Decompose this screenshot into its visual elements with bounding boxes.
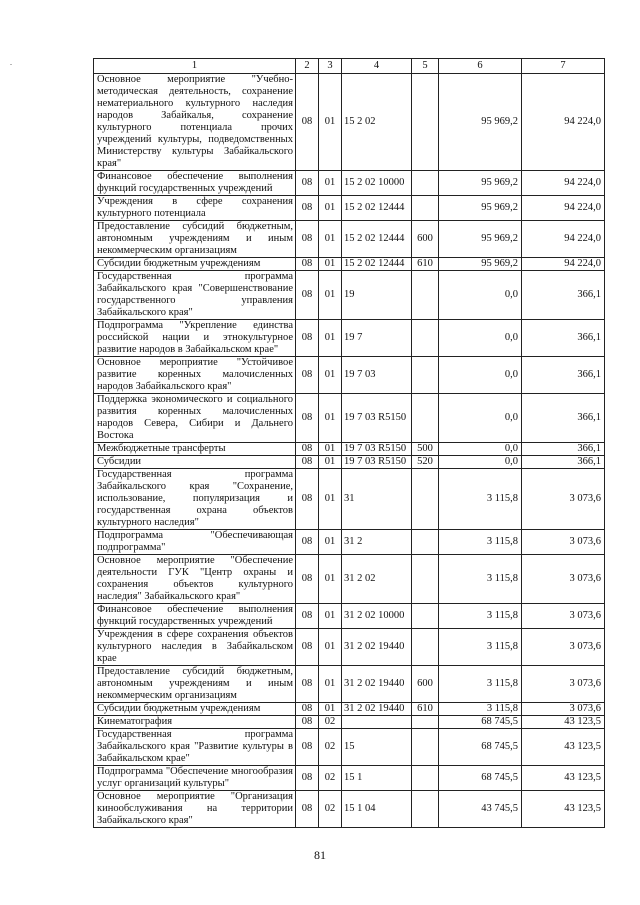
- section-code-cell: 08: [296, 469, 319, 530]
- header-cell: 6: [439, 59, 522, 74]
- amount-cell-6: 0,0: [439, 271, 522, 320]
- expense-type-cell: [412, 791, 439, 828]
- table-row: [94, 74, 605, 171]
- row-name-cell: Субсидии бюджетным учреждениям: [94, 258, 296, 271]
- target-article-cell: 31 2 02 10000: [342, 604, 412, 629]
- target-article-cell: 19: [342, 271, 412, 320]
- section-code-cell: 08: [296, 666, 319, 703]
- row-name-cell: Учреждения в сфере сохранения культурного потенциала: [94, 196, 296, 221]
- target-article-cell: 31 2: [342, 530, 412, 555]
- amount-cell-6: 3 115,8: [439, 469, 522, 530]
- amount-cell-6: 68 745,5: [439, 716, 522, 729]
- table-row: [94, 629, 605, 666]
- table-header-row: [94, 59, 605, 74]
- expense-type-cell: [412, 357, 439, 394]
- expense-type-cell: [412, 469, 439, 530]
- expense-type-cell: [412, 271, 439, 320]
- row-name-cell: Межбюджетные трансферты: [94, 443, 296, 456]
- amount-cell-6: 0,0: [439, 456, 522, 469]
- table-row: [94, 766, 605, 791]
- row-name-cell: Субсидии: [94, 456, 296, 469]
- subsection-code-cell: 01: [319, 666, 342, 703]
- amount-cell-6: 3 115,8: [439, 604, 522, 629]
- amount-cell-6: 3 115,8: [439, 555, 522, 604]
- table-row: [94, 791, 605, 828]
- table-row: [94, 357, 605, 394]
- row-name-cell: Основное мероприятие "Учебно-методическая деятельность, сохранение нематериального культурного наследия народов Забайкалья, сохранение культурного потенциала прочих учреждений культуры, подведомственных Министерству культуры Забайкальского края": [94, 74, 296, 171]
- amount-cell-6: 95 969,2: [439, 221, 522, 258]
- target-article-cell: 31 2 02 19440: [342, 629, 412, 666]
- header-cell: 2: [296, 59, 319, 74]
- amount-cell-6: 0,0: [439, 443, 522, 456]
- subsection-code-cell: 01: [319, 443, 342, 456]
- table-row: [94, 703, 605, 716]
- row-name-cell: Финансовое обеспечение выполнения функций государственных учреждений: [94, 604, 296, 629]
- amount-cell-6: 68 745,5: [439, 729, 522, 766]
- header-cell: 1: [94, 59, 296, 74]
- expense-type-cell: [412, 530, 439, 555]
- header-cell: 7: [522, 59, 605, 74]
- section-code-cell: 08: [296, 629, 319, 666]
- expense-type-cell: [412, 74, 439, 171]
- subsection-code-cell: 01: [319, 320, 342, 357]
- table-row: [94, 666, 605, 703]
- table-row: [94, 530, 605, 555]
- amount-cell-7: 3 073,6: [522, 555, 605, 604]
- section-code-cell: 08: [296, 221, 319, 258]
- section-code-cell: 08: [296, 171, 319, 196]
- row-name-cell: Основное мероприятие "Устойчивое развитие коренных малочисленных народов Забайкальского края": [94, 357, 296, 394]
- amount-cell-7: 94 224,0: [522, 171, 605, 196]
- table-row: [94, 716, 605, 729]
- amount-cell-6: 0,0: [439, 320, 522, 357]
- section-code-cell: 08: [296, 530, 319, 555]
- amount-cell-7: 366,1: [522, 394, 605, 443]
- subsection-code-cell: 02: [319, 766, 342, 791]
- target-article-cell: 15 2 02 12444: [342, 196, 412, 221]
- subsection-code-cell: 01: [319, 221, 342, 258]
- section-code-cell: 08: [296, 604, 319, 629]
- section-code-cell: 08: [296, 394, 319, 443]
- row-name-cell: Основное мероприятие "Обеспечение деятельности ГУК "Центр охраны и сохранения объектов культурного наследия" Забайкальского края": [94, 555, 296, 604]
- amount-cell-7: 94 224,0: [522, 258, 605, 271]
- table-row: [94, 171, 605, 196]
- expense-type-cell: [412, 629, 439, 666]
- amount-cell-6: 95 969,2: [439, 258, 522, 271]
- expense-type-cell: [412, 171, 439, 196]
- row-name-cell: Государственная программа Забайкальского края "Совершенствование государственного управления Забайкальского края": [94, 271, 296, 320]
- row-name-cell: Финансовое обеспечение выполнения функций государственных учреждений: [94, 171, 296, 196]
- subsection-code-cell: 01: [319, 258, 342, 271]
- expense-type-cell: [412, 196, 439, 221]
- section-code-cell: 08: [296, 456, 319, 469]
- subsection-code-cell: 01: [319, 604, 342, 629]
- amount-cell-7: 43 123,5: [522, 716, 605, 729]
- section-code-cell: 08: [296, 258, 319, 271]
- amount-cell-7: 43 123,5: [522, 729, 605, 766]
- scan-mark: .: [10, 58, 12, 67]
- expense-type-cell: [412, 766, 439, 791]
- subsection-code-cell: 01: [319, 469, 342, 530]
- section-code-cell: 08: [296, 320, 319, 357]
- table-row: [94, 443, 605, 456]
- section-code-cell: 08: [296, 357, 319, 394]
- target-article-cell: [342, 716, 412, 729]
- amount-cell-7: 3 073,6: [522, 703, 605, 716]
- section-code-cell: 08: [296, 271, 319, 320]
- row-name-cell: Предоставление субсидий бюджетным, автономным учреждениям и иным некоммерческим организациям: [94, 666, 296, 703]
- row-name-cell: Государственная программа Забайкальского края "Развитие культуры в Забайкальском крае": [94, 729, 296, 766]
- target-article-cell: 19 7 03 R5150: [342, 456, 412, 469]
- table-row: [94, 320, 605, 357]
- expense-type-cell: [412, 394, 439, 443]
- amount-cell-6: 95 969,2: [439, 196, 522, 221]
- amount-cell-7: 3 073,6: [522, 666, 605, 703]
- expense-type-cell: [412, 729, 439, 766]
- table-row: [94, 221, 605, 258]
- budget-table: [93, 58, 605, 828]
- target-article-cell: 31: [342, 469, 412, 530]
- target-article-cell: 15 1 04: [342, 791, 412, 828]
- subsection-code-cell: 02: [319, 729, 342, 766]
- amount-cell-7: 366,1: [522, 456, 605, 469]
- amount-cell-7: 43 123,5: [522, 766, 605, 791]
- expense-type-cell: 520: [412, 456, 439, 469]
- target-article-cell: 15 1: [342, 766, 412, 791]
- subsection-code-cell: 01: [319, 530, 342, 555]
- target-article-cell: 31 2 02: [342, 555, 412, 604]
- table-row: [94, 271, 605, 320]
- subsection-code-cell: 01: [319, 357, 342, 394]
- amount-cell-6: 43 745,5: [439, 791, 522, 828]
- page-number: 81: [314, 848, 326, 862]
- amount-cell-6: 0,0: [439, 357, 522, 394]
- section-code-cell: 08: [296, 74, 319, 171]
- target-article-cell: 15 2 02: [342, 74, 412, 171]
- expense-type-cell: 600: [412, 221, 439, 258]
- target-article-cell: 15: [342, 729, 412, 766]
- amount-cell-7: 366,1: [522, 357, 605, 394]
- subsection-code-cell: 01: [319, 271, 342, 320]
- row-name-cell: Поддержка экономического и социального развития коренных малочисленных народов Севера, Сибири и Дальнего Востока: [94, 394, 296, 443]
- amount-cell-7: 366,1: [522, 271, 605, 320]
- expense-type-cell: 610: [412, 703, 439, 716]
- row-name-cell: Кинематография: [94, 716, 296, 729]
- subsection-code-cell: 02: [319, 716, 342, 729]
- expense-type-cell: 600: [412, 666, 439, 703]
- row-name-cell: Подпрограмма "Укрепление единства российской нации и этнокультурное развитие народов в Забайкальском крае": [94, 320, 296, 357]
- expense-type-cell: [412, 320, 439, 357]
- target-article-cell: 31 2 02 19440: [342, 703, 412, 716]
- target-article-cell: 19 7: [342, 320, 412, 357]
- expense-type-cell: 500: [412, 443, 439, 456]
- amount-cell-7: 94 224,0: [522, 74, 605, 171]
- expense-type-cell: [412, 555, 439, 604]
- row-name-cell: Субсидии бюджетным учреждениям: [94, 703, 296, 716]
- amount-cell-6: 3 115,8: [439, 530, 522, 555]
- table-row: [94, 394, 605, 443]
- subsection-code-cell: 01: [319, 394, 342, 443]
- table-row: [94, 469, 605, 530]
- expense-type-cell: 610: [412, 258, 439, 271]
- subsection-code-cell: 01: [319, 456, 342, 469]
- target-article-cell: 15 2 02 12444: [342, 221, 412, 258]
- subsection-code-cell: 02: [319, 791, 342, 828]
- target-article-cell: 19 7 03: [342, 357, 412, 394]
- amount-cell-6: 95 969,2: [439, 74, 522, 171]
- amount-cell-7: 3 073,6: [522, 604, 605, 629]
- target-article-cell: 19 7 03 R5150: [342, 394, 412, 443]
- section-code-cell: 08: [296, 703, 319, 716]
- amount-cell-7: 94 224,0: [522, 221, 605, 258]
- amount-cell-7: 3 073,6: [522, 469, 605, 530]
- row-name-cell: Предоставление субсидий бюджетным, автономным учреждениям и иным некоммерческим организациям: [94, 221, 296, 258]
- section-code-cell: 08: [296, 766, 319, 791]
- header-cell: 4: [342, 59, 412, 74]
- amount-cell-6: 68 745,5: [439, 766, 522, 791]
- amount-cell-7: 366,1: [522, 320, 605, 357]
- amount-cell-6: 3 115,8: [439, 666, 522, 703]
- subsection-code-cell: 01: [319, 171, 342, 196]
- amount-cell-6: 3 115,8: [439, 629, 522, 666]
- target-article-cell: 15 2 02 10000: [342, 171, 412, 196]
- section-code-cell: 08: [296, 555, 319, 604]
- amount-cell-7: 3 073,6: [522, 629, 605, 666]
- table-row: [94, 555, 605, 604]
- amount-cell-6: 0,0: [439, 394, 522, 443]
- target-article-cell: 15 2 02 12444: [342, 258, 412, 271]
- table-row: [94, 604, 605, 629]
- subsection-code-cell: 01: [319, 196, 342, 221]
- table-row: [94, 456, 605, 469]
- amount-cell-7: 94 224,0: [522, 196, 605, 221]
- table-row: [94, 258, 605, 271]
- target-article-cell: 19 7 03 R5150: [342, 443, 412, 456]
- target-article-cell: 31 2 02 19440: [342, 666, 412, 703]
- row-name-cell: Государственная программа Забайкальского края "Сохранение, использование, популяризация и государственная охрана объектов культурного наследия": [94, 469, 296, 530]
- amount-cell-7: 3 073,6: [522, 530, 605, 555]
- header-cell: 3: [319, 59, 342, 74]
- amount-cell-7: 366,1: [522, 443, 605, 456]
- section-code-cell: 08: [296, 196, 319, 221]
- subsection-code-cell: 01: [319, 74, 342, 171]
- row-name-cell: Основное мероприятие "Организация кинообслуживания на территории Забайкальского края": [94, 791, 296, 828]
- row-name-cell: Подпрограмма "Обеспечивающая подпрограмма": [94, 530, 296, 555]
- table-body: [94, 59, 605, 828]
- row-name-cell: Подпрограмма "Обеспечение многообразия услуг организаций культуры": [94, 766, 296, 791]
- amount-cell-6: 3 115,8: [439, 703, 522, 716]
- row-name-cell: Учреждения в сфере сохранения объектов культурного наследия в Забайкальском крае: [94, 629, 296, 666]
- expense-type-cell: [412, 716, 439, 729]
- amount-cell-7: 43 123,5: [522, 791, 605, 828]
- subsection-code-cell: 01: [319, 703, 342, 716]
- section-code-cell: 08: [296, 729, 319, 766]
- subsection-code-cell: 01: [319, 629, 342, 666]
- section-code-cell: 08: [296, 716, 319, 729]
- section-code-cell: 08: [296, 791, 319, 828]
- subsection-code-cell: 01: [319, 555, 342, 604]
- expense-type-cell: [412, 604, 439, 629]
- table-row: [94, 729, 605, 766]
- table-row: [94, 196, 605, 221]
- section-code-cell: 08: [296, 443, 319, 456]
- amount-cell-6: 95 969,2: [439, 171, 522, 196]
- header-cell: 5: [412, 59, 439, 74]
